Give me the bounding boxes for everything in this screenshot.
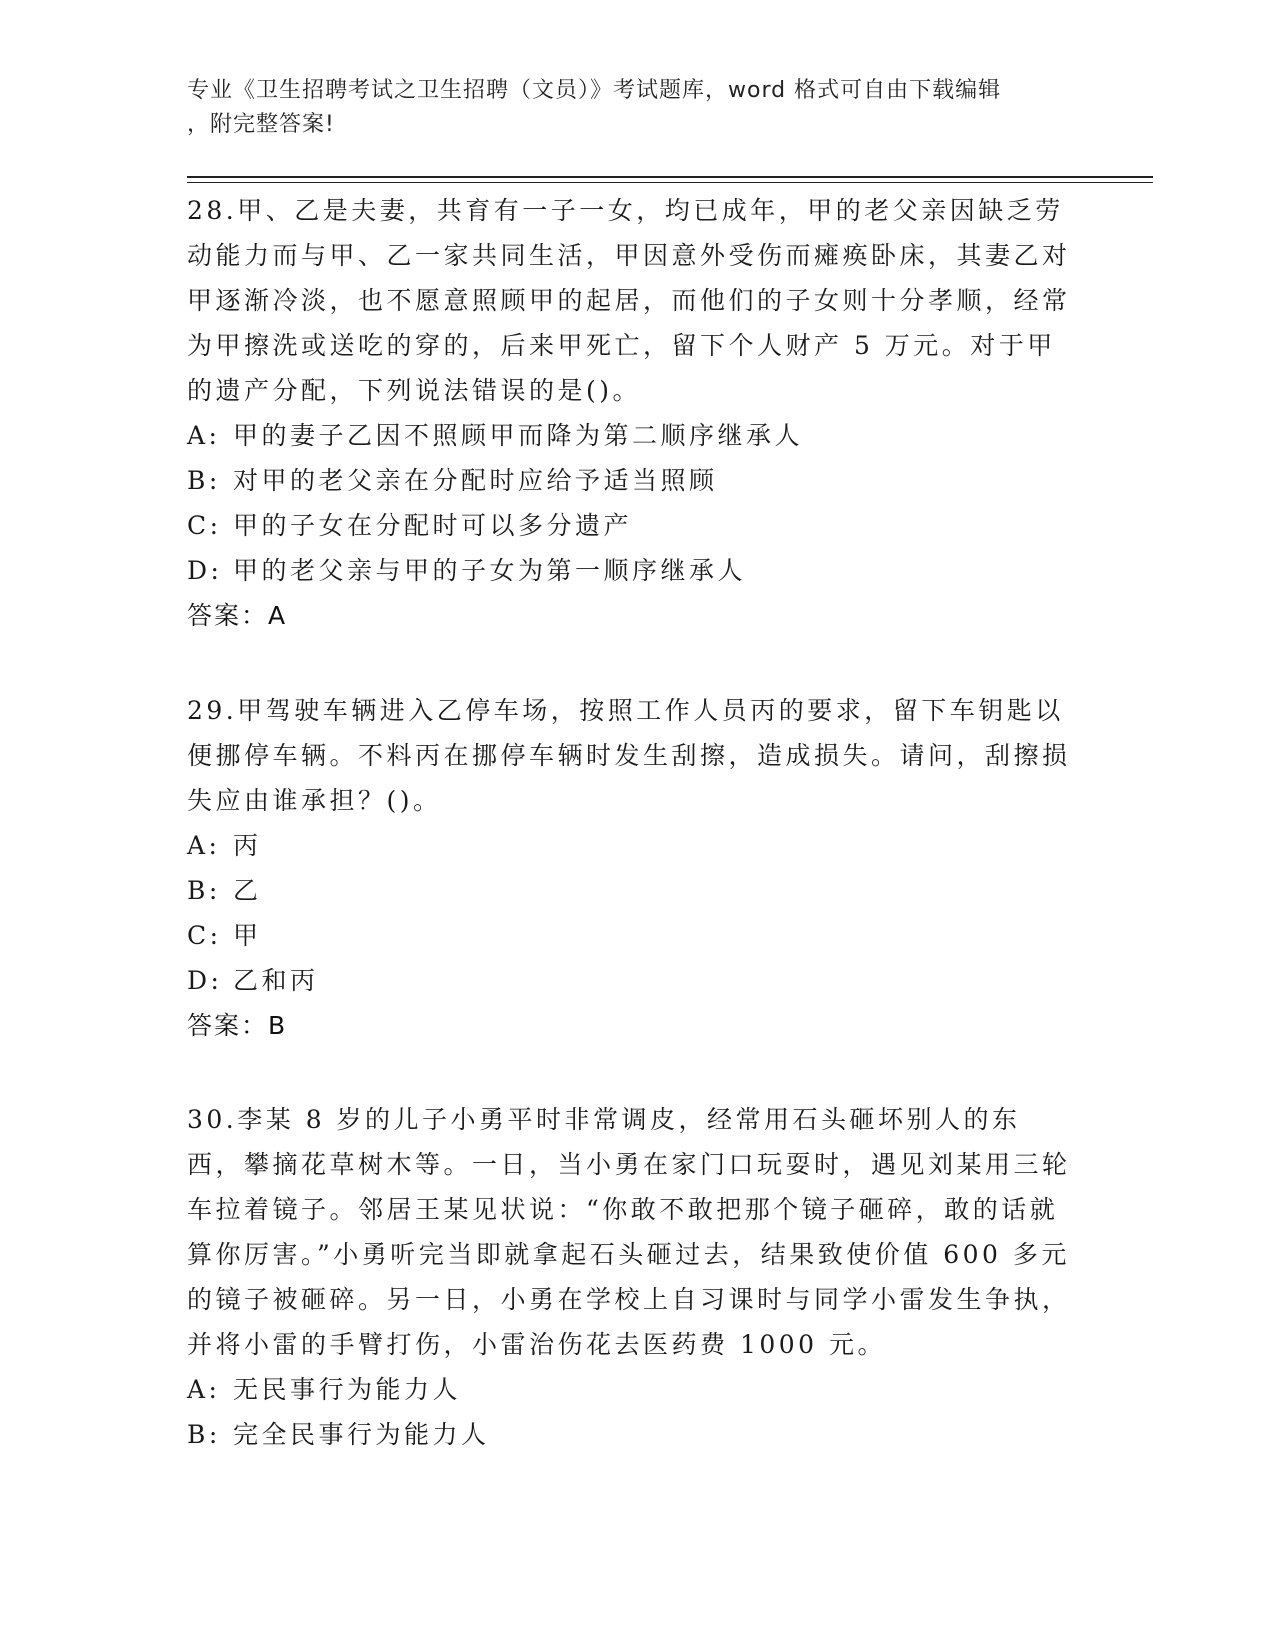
option-c: [187, 913, 1072, 958]
option-text: 甲的子女在分配时可以多分遗产: [233, 511, 633, 540]
option-letter: A:: [187, 421, 221, 450]
option-a: [187, 1367, 1072, 1412]
option-text: 甲的妻子乙因不照顾甲而降为第二顺序继承人: [233, 421, 804, 450]
header-divider-thin: [187, 182, 1153, 183]
option-a: [187, 413, 1072, 458]
option-d: [187, 548, 1072, 593]
header-divider-thick: [187, 176, 1153, 178]
header-line-2: ，附完整答案!: [187, 112, 335, 137]
option-text: 乙: [233, 876, 262, 905]
option-letter: A:: [187, 1375, 221, 1404]
question-stem: 30.李某 8 岁的儿子小勇平时非常调皮，经常用石头砸坏别人的东西，攀摘花草树木等。一日，当小勇在家门口玩耍时，遇见刘某用三轮车拉着镜子。邻居王某见状说：“你敢不敢把那个镜子砸碎，敢的话就算你厉害。”小勇听完当即就拿起石头砸过去，结果致使价值 600 多元的镜子被砸碎。另一日，小勇在学校上自习课时与同学小雷发生争执，并将小雷的手臂打伤，小雷治伤花去医药费 1000 元。: [187, 1105, 1071, 1359]
option-b: [187, 458, 1072, 503]
question-stem: 29.甲驾驶车辆进入乙停车场，按照工作人员丙的要求，留下车钥匙以便挪停车辆。不料丙在挪停车辆时发生刮擦，造成损失。请问，刮擦损失应由谁承担？()。: [187, 696, 1071, 815]
option-text: 对甲的老父亲在分配时应给予适当照顾: [233, 466, 718, 495]
question-28: [187, 188, 1072, 638]
document-header: [187, 74, 1067, 142]
option-letter: C:: [187, 511, 222, 540]
option-b: [187, 1412, 1072, 1457]
option-b: [187, 868, 1072, 913]
option-letter: B:: [187, 466, 221, 495]
answer-label: 答案：A: [187, 601, 288, 630]
option-letter: D:: [187, 966, 223, 995]
option-text: 丙: [233, 831, 262, 860]
option-c: [187, 503, 1072, 548]
option-letter: C:: [187, 921, 222, 950]
answer-label: 答案：B: [187, 1011, 288, 1040]
option-letter: B:: [187, 876, 221, 905]
option-a: [187, 823, 1072, 868]
option-text: 甲: [233, 921, 262, 950]
option-letter: D:: [187, 556, 223, 585]
question-30: [187, 1097, 1072, 1457]
option-d: [187, 958, 1072, 1003]
option-text: 完全民事行为能力人: [233, 1420, 490, 1449]
question-stem: 28.甲、乙是夫妻，共育有一子一女，均已成年，甲的老父亲因缺乏劳动能力而与甲、乙一家共同生活，甲因意外受伤而瘫痪卧床，其妻乙对甲逐渐冷淡，也不愿意照顾甲的起居，而他们的子女则十分孝顺，经常为甲擦洗或送吃的穿的，后来甲死亡，留下个人财产 5 万元。对于甲的遗产分配，下列说法错误的是()。: [187, 196, 1071, 405]
header-line-1: 专业《卫生招聘考试之卫生招聘（文员）》考试题库，word 格式可自由下载编辑: [187, 78, 1002, 103]
option-letter: B:: [187, 1420, 221, 1449]
option-text: 无民事行为能力人: [233, 1375, 462, 1404]
option-letter: A:: [187, 831, 221, 860]
option-text: 甲的老父亲与甲的子女为第一顺序继承人: [233, 556, 747, 585]
option-text: 乙和丙: [233, 966, 319, 995]
question-29: [187, 688, 1072, 1048]
